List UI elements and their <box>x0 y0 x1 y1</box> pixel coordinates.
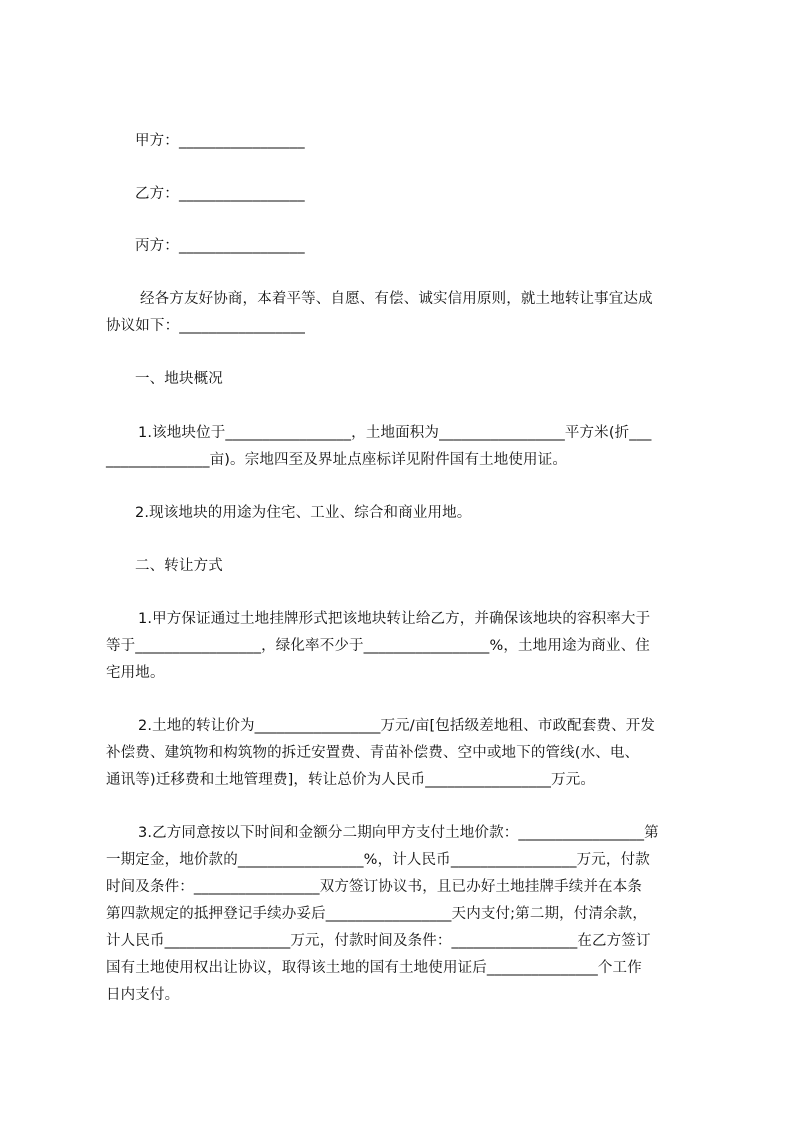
party-c-line: 丙方：_________________ <box>135 238 305 254</box>
section-2-item-3-line-4: 第四款规定的抵押登记手续办妥后_________________天内支付;第二期，付清余款， <box>106 906 648 922</box>
section-2-item-3-line-7: 日内支付。 <box>106 987 180 1003</box>
section-2-item-2-line-3: 通讯等)迁移费和土地管理费]，转让总价为人民币_________________万元。 <box>106 772 596 788</box>
section-1-item-1-line-1: 1.该地块位于_________________，土地面积为_________________平方米(折___ <box>138 425 652 441</box>
section-2-item-2-line-2: 补偿费、建筑物和构筑物的拆迁安置费、青苗补偿费、空中或地下的管线(水、电、 <box>106 745 640 761</box>
section-2-item-3-line-1: 3.乙方同意按以下时间和金额分二期向甲方支付土地价款：_________________第 <box>138 825 659 841</box>
section-2-item-2-line-1: 2.土地的转让价为_________________万元/亩[包括级差地租、市政配套费、开发 <box>138 718 656 734</box>
party-a-line: 甲方：_________________ <box>135 133 305 149</box>
section-2-item-1-line-3: 宅用地。 <box>106 665 165 681</box>
section-2-item-1-line-2: 等于_________________，绿化率不少于_________________%，土地用途为商业、住 <box>106 638 650 654</box>
section-2-heading: 二、转让方式 <box>135 558 223 574</box>
section-2-item-3-line-3: 时间及条件：_________________双方签订协议书，且已办好土地挂牌手续并在本条 <box>106 879 642 895</box>
section-1-heading: 一、地块概况 <box>135 371 223 387</box>
section-1-item-1-line-2: ______________亩)。宗地四至及界址点座标详见附件国有土地使用证。 <box>106 452 568 468</box>
intro-line-2: 协议如下：_________________ <box>106 318 306 334</box>
section-2-item-1-line-1: 1.甲方保证通过土地挂牌形式把该地块转让给乙方，并确保该地块的容积率大于 <box>138 611 651 627</box>
party-b-line: 乙方：_________________ <box>135 186 305 202</box>
section-2-item-3-line-6: 国有土地使用权出让协议，取得该土地的国有土地使用证后_______________个工作 <box>106 960 642 976</box>
section-2-item-3-line-5: 计人民币_________________万元，付款时间及条件：_________________在乙方签订 <box>106 933 651 949</box>
intro-line-1: 经各方友好协商，本着平等、自愿、有偿、诚实信用原则，就土地转让事宜达成 <box>140 291 653 307</box>
section-1-item-2: 2.现该地块的用途为住宅、工业、综合和商业用地。 <box>135 505 472 521</box>
section-2-item-3-line-2: 一期定金，地价款的_________________%，计人民币_________________万元，付款 <box>106 852 650 868</box>
